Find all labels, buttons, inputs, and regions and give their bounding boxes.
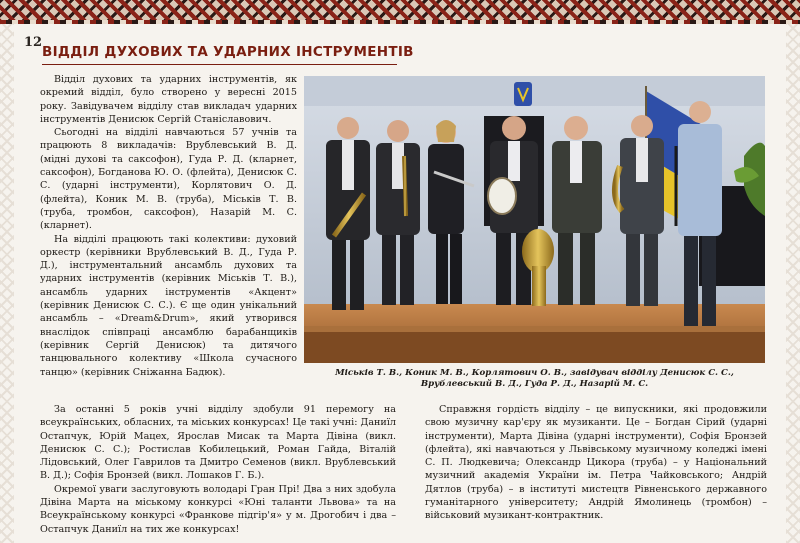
ornament-border-right [786, 24, 800, 543]
paragraph-intro: Відділ духових та ударних інструментів, як окремий відділ, було створено у вересні 2015 року. Завідувачем відділу став викладач ударних інструментів Денисюк Сергій Станіславович. [40, 74, 297, 125]
paragraph-graduates: Справжня гордість відділу – це випускники, які продовжили свою музичну кар'єру як музиканти. Це – Богдан Сірий (ударні інструменти), Марта Дівіна (ударні інструменти), Софія Бронзей (флейта), які навчаються у Львівському музичному коледжі імені С. П. Людкевича; Олександр Цикора (труба) – у Національний музичний академія України ім. Петра Чайковського; Андрій Дятлов (труба) – в інституті мистецтв Рівненського державного гуманітарного університету; Андрій Ямолинець (тромбон) – військовий музикант-контрактник. [425, 404, 767, 522]
page-title: ВІДДІЛ ДУХОВИХ ТА УДАРНИХ ІНСТРУМЕНТІВ [42, 44, 414, 60]
ornament-border-top [0, 0, 800, 24]
group-photo-illustration [304, 76, 765, 363]
bottom-left-column [40, 403, 396, 536]
ornament-border-left [0, 24, 14, 543]
paragraph-staff: Сьогодні на відділі навчаються 57 учнів та працюють 8 викладачів: Врублевський В. Д. (мідні духові та саксофон), Гуда Р. Д. (кларнет, саксофон), Богданова Ю. О. (флейта), Денисюк С. С. (ударні інструменти), Корлятович О. Д. (флейта), Коник М. В. (труба), Міськів Т. В. (труба, тромбон, саксофон), Назарій М. С. (кларнет). [40, 127, 297, 232]
photo-caption-line-1: Міськів Т. В., Коник М. В., Корлятович О. В., завідувач відділу Денисюк С. С., [335, 368, 734, 378]
page-number: 12 [24, 35, 43, 50]
bottom-right-column [425, 403, 767, 523]
paragraph-ensembles: На відділі працюють такі колективи: духовий оркестр (керівники Врублевський В. Д., Гуда Р. Д.), інструментальний ансамбль духових та ударних інструментів (керівник Міськів Т. В.), ансамбль ударних інструментів «Акцент» (керівник Денисюк С. С.). Є ще один унікальний ансамбль – «Dream&Drum», який утворився внаслідок співпраці ансамблю барабанщиків (керівник Сергій Денисюк) та дитячого танцювального колективу «Школа сучасного танцю» (керівник Сніжанна Бадюк). [40, 233, 297, 378]
photo-caption-line-2: Врублевський В. Д., Гуда Р. Д., Назарій М. С. [420, 379, 649, 390]
title-divider [42, 64, 397, 65]
paragraph-achievements: За останні 5 років учні відділу здобули 91 перемогу на всеукраїнських, обласних, та міських конкурсах! Це такі учні: Даниїл Остапчук, Юрій Мацех, Ярослав Мисак та Марта Дівіна (викл. Денисюк С. С.); Ростислав Кобилецький, Роман Гайда, Віталій Лідовський, Олег Гаврилов та Дмитро Семенов (викл. Врублевський В. Д.); Софія Бронзей (викл. Лошаков Г. Б.). [40, 404, 396, 482]
left-column [40, 73, 297, 379]
group-photo [304, 76, 765, 363]
paragraph-grand-prix: Окремої уваги заслуговують володарі Гран Прі! Два з них здобула Дівіна Марта на міському конкурсі «Юні таланти Львова» та на Всеукраїнському конкурсі «Франкове підгір'я» у м. Дрогобич і два – Остапчук Даниїл на тих же конкурсах! [40, 483, 396, 535]
photo-caption [304, 368, 765, 391]
